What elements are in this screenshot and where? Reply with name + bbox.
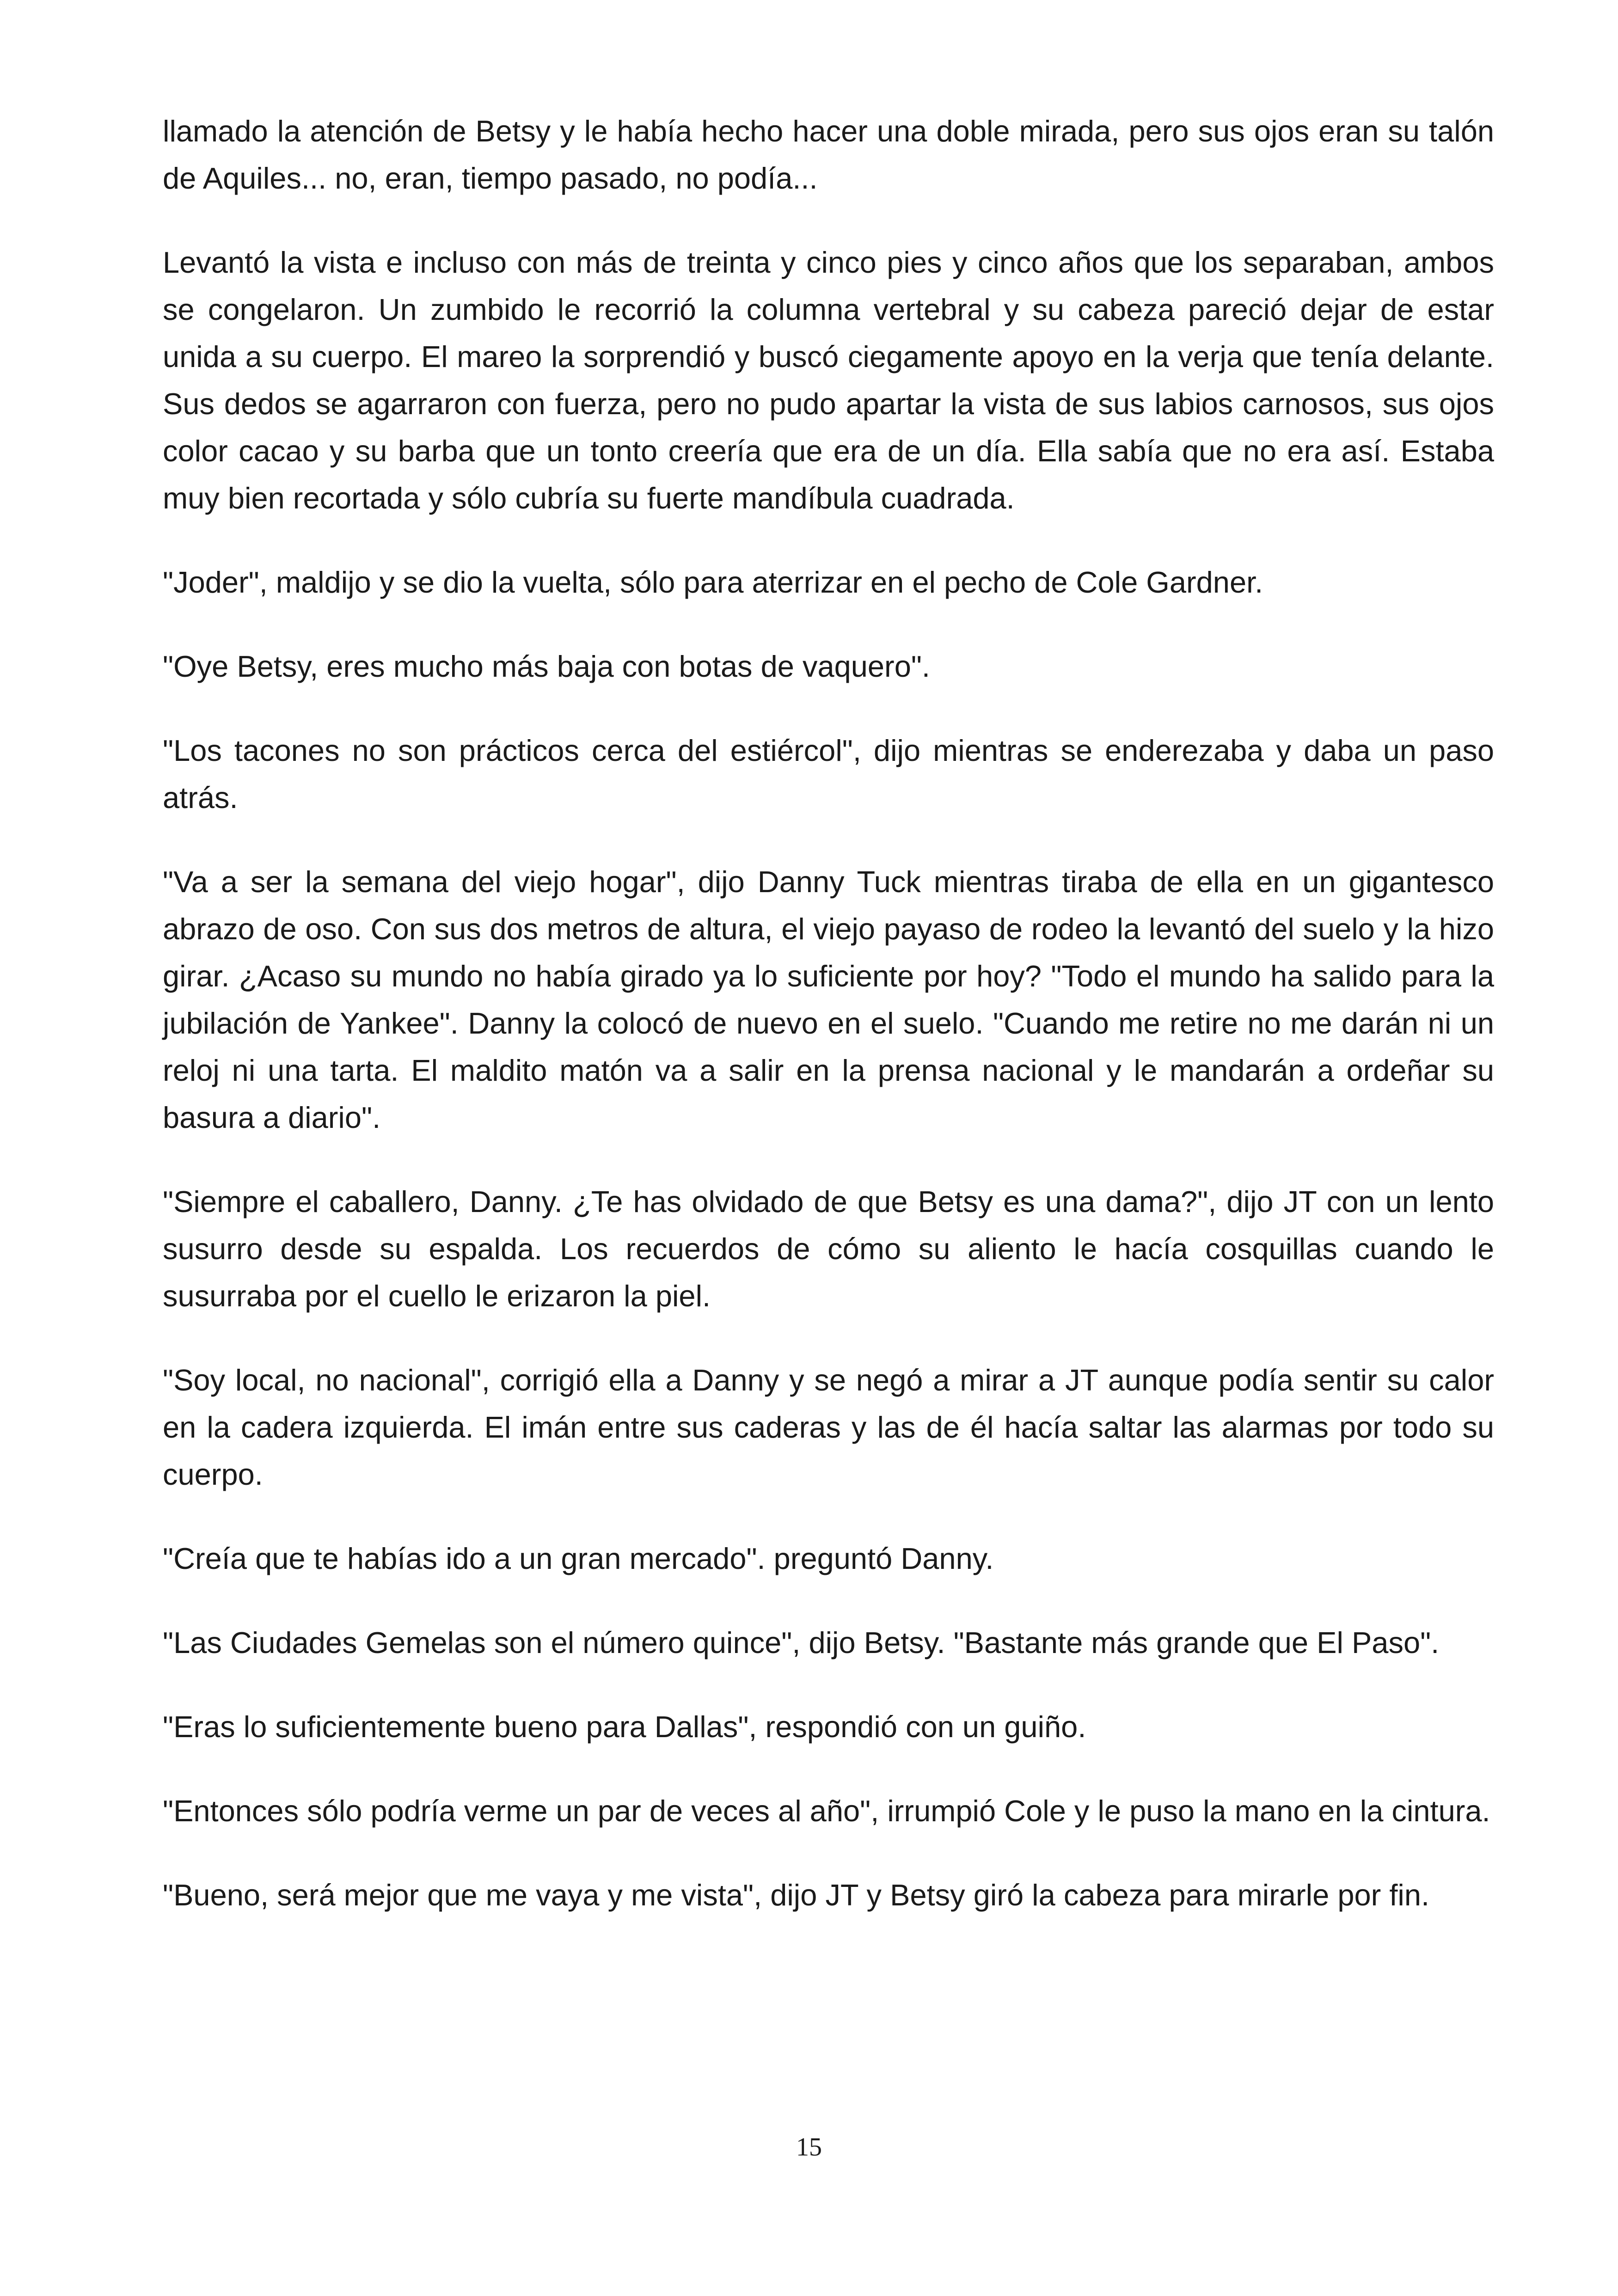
page-number: 15	[796, 2133, 822, 2161]
paragraph-12: "Entonces sólo podría verme un par de veces al año", irrumpió Cole y le puso la mano en la cintura.	[163, 1794, 1490, 1828]
paragraph-3: "Joder", maldijo y se dio la vuelta, sólo para aterrizar en el pecho de Cole Gardner.	[163, 565, 1263, 599]
paragraph-1: llamado la atención de Betsy y le había hecho hacer una doble mirada, pero sus ojos eran su talón de Aquiles... no, eran, tiempo pasado, no podía...	[163, 114, 1494, 195]
paragraph-5: "Los tacones no son prácticos cerca del estiércol", dijo mientras se enderezaba y daba un paso atrás.	[163, 734, 1494, 814]
body-text	[163, 108, 1494, 1919]
paragraph-10: "Las Ciudades Gemelas son el número quince", dijo Betsy. "Bastante más grande que El Paso".	[163, 1626, 1440, 1659]
paragraph-13: "Bueno, será mejor que me vaya y me vista", dijo JT y Betsy giró la cabeza para mirarle por fin.	[163, 1878, 1430, 1912]
paragraph-8: "Soy local, no nacional", corrigió ella a Danny y se negó a mirar a JT aunque podía sentir su calor en la cadera izquierda. El imán entre sus caderas y las de él hacía saltar las alarmas por todo su cuerpo.	[163, 1363, 1494, 1491]
paragraph-4: "Oye Betsy, eres mucho más baja con botas de vaquero".	[163, 649, 930, 683]
paragraph-6: "Va a ser la semana del viejo hogar", dijo Danny Tuck mientras tiraba de ella en un gigantesco abrazo de oso. Con sus dos metros de altura, el viejo payaso de rodeo la levantó del suelo y la hizo girar. ¿Acaso su mundo no había girado ya lo suficiente por hoy? "Todo el mundo ha salido para la jubilación de Yankee". Danny la colocó de nuevo en el suelo. "Cuando me retire no me darán ni un reloj ni una tarta. El maldito matón va a salir en la prensa nacional y le mandarán a ordeñar su basura a diario".	[163, 865, 1494, 1134]
paragraph-11: "Eras lo suficientemente bueno para Dallas", respondió con un guiño.	[163, 1710, 1086, 1744]
paragraph-7: "Siempre el caballero, Danny. ¿Te has olvidado de que Betsy es una dama?", dijo JT con un lento susurro desde su espalda. Los recuerdos de cómo su aliento le hacía cosquillas cuando le susurraba por el cuello le erizaron la piel.	[163, 1185, 1494, 1313]
paragraph-9: "Creía que te habías ido a un gran mercado". preguntó Danny.	[163, 1542, 994, 1575]
paragraph-2: Levantó la vista e incluso con más de treinta y cinco pies y cinco años que los separaban, ambos se congelaron. Un zumbido le recorrió la columna vertebral y su cabeza pareció dejar de estar unida a su cuerpo. El mareo la sorprendió y buscó ciegamente apoyo en la verja que tenía delante. Sus dedos se agarraron con fuerza, pero no pudo apartar la vista de sus labios carnosos, sus ojos color cacao y su barba que un tonto creería que era de un día. Ella sabía que no era así. Estaba muy bien recortada y sólo cubría su fuerte mandíbula cuadrada.	[163, 245, 1494, 515]
